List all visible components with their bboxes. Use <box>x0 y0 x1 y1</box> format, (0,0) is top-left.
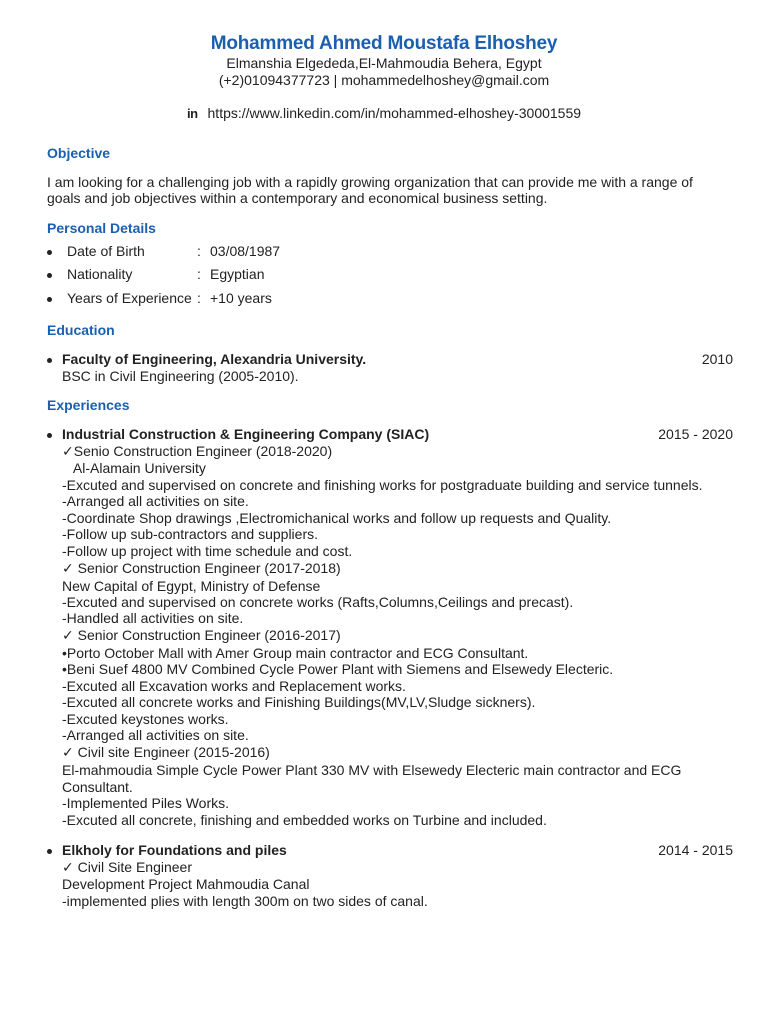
linkedin-row <box>0 105 768 121</box>
experience-line: •Porto October Mall with Amer Group main contractor and ECG Consultant. <box>62 645 529 661</box>
experience-line: ✓ Senior Construction Engineer (2016-2017) <box>62 627 341 643</box>
detail-label: Nationality <box>67 266 133 282</box>
objective-title: Objective <box>47 145 111 161</box>
experience-line: ✓ Civil Site Engineer <box>62 859 193 875</box>
linkedin-icon: in <box>186 106 198 121</box>
personal-detail-row <box>47 266 447 284</box>
address: Elmanshia Elgededa,El-Mahmoudia Behera, Egypt <box>226 55 542 71</box>
detail-value: Egyptian <box>210 266 265 282</box>
bullet-icon <box>47 250 52 255</box>
experience-line: Al-Alamain University <box>62 460 206 476</box>
experience-line: Development Project Mahmoudia Canal <box>62 876 310 892</box>
experience-line: New Capital of Egypt, Ministry of Defense <box>62 578 321 594</box>
experience-line: -Excuted and supervised on concrete and finishing works for postgraduate building and service tunnels. <box>62 477 703 493</box>
education-title: Education <box>47 322 115 338</box>
experience-line: ✓Senio Construction Engineer (2018-2020) <box>62 443 333 459</box>
experiences-title: Experiences <box>47 397 130 413</box>
detail-label: Years of Experience <box>67 290 192 306</box>
experience-line: -Arranged all activities on site. <box>62 727 249 743</box>
experience-line: -Excuted keystones works. <box>62 711 229 727</box>
experience-line: -Excuted all concrete works and Finishing Buildings(MV,LV,Sludge sickners). <box>62 694 536 710</box>
experience-line: Consultant. <box>62 779 133 795</box>
experience-line: ✓ Senior Construction Engineer (2017-2018) <box>62 560 341 576</box>
experience-line: -Implemented Piles Works. <box>62 795 230 811</box>
candidate-name: Mohammed Ahmed Moustafa Elhoshey <box>210 33 558 54</box>
detail-value: 03/08/1987 <box>210 243 281 259</box>
education-detail: BSC in Civil Engineering (2005-2010). <box>62 368 299 384</box>
detail-value: +10 years <box>210 290 272 306</box>
experience-entry-siac <box>47 426 733 444</box>
experience-company: Elkholy for Foundations and piles <box>62 842 287 858</box>
education-school: Faculty of Engineering, Alexandria University. <box>62 351 367 367</box>
experience-line: -Arranged all activities on site. <box>62 493 249 509</box>
experience-line: -Excuted all Excavation works and Replacement works. <box>62 678 406 694</box>
experience-entry-elkholy <box>47 842 733 860</box>
personal-details-title: Personal Details <box>47 220 156 236</box>
bullet-icon <box>47 358 52 363</box>
detail-colon: : <box>197 290 201 306</box>
experience-line: -Excuted and supervised on concrete works (Rafts,Columns,Ceilings and precast). <box>62 594 574 610</box>
experience-line: -Excuted all concrete, finishing and embedded works on Turbine and included. <box>62 812 547 828</box>
detail-colon: : <box>197 266 201 282</box>
experience-line: -Follow up sub-contractors and suppliers. <box>62 526 319 542</box>
experience-date: 2015 - 2020 <box>658 426 733 442</box>
personal-detail-row <box>47 243 447 261</box>
linkedin-url[interactable]: https://www.linkedin.com/in/mohammed-elhoshey-30001559 <box>207 105 582 121</box>
bullet-icon <box>47 273 52 278</box>
detail-colon: : <box>197 243 201 259</box>
experience-date: 2014 - 2015 <box>658 842 733 858</box>
detail-label: Date of Birth <box>67 243 145 259</box>
experience-line: -Handled all activities on site. <box>62 610 244 626</box>
personal-detail-row <box>47 290 447 308</box>
education-date: 2010 <box>701 351 733 367</box>
experience-line: -Coordinate Shop drawings ,Electromichanical works and follow up requests and Quality. <box>62 510 612 526</box>
phone-email: (+2)01094377723 | mohammedelhoshey@gmail.com <box>218 72 550 88</box>
experience-line: •Beni Suef 4800 MV Combined Cycle Power Plant with Siemens and Elsewedy Electeric. <box>62 661 614 677</box>
experience-line: -Follow up project with time schedule and cost. <box>62 543 353 559</box>
bullet-icon <box>47 297 52 302</box>
bullet-icon <box>47 849 52 854</box>
experience-company: Industrial Construction & Engineering Company (SIAC) <box>62 426 430 442</box>
objective-line-2: goals and job objectives within a contemporary and economical business setting. <box>47 190 548 206</box>
experience-line: ✓ Civil site Engineer (2015-2016) <box>62 744 270 760</box>
objective-line-1: I am looking for a challenging job with a rapidly growing organization that can provide me with a range of <box>47 174 693 190</box>
bullet-icon <box>47 433 52 438</box>
experience-line: -implemented plies with length 300m on two sides of canal. <box>62 893 428 909</box>
experience-line: El-mahmoudia Simple Cycle Power Plant 330 MV with Elsewedy Electeric main contractor and ECG <box>62 762 682 778</box>
education-entry <box>47 351 733 369</box>
